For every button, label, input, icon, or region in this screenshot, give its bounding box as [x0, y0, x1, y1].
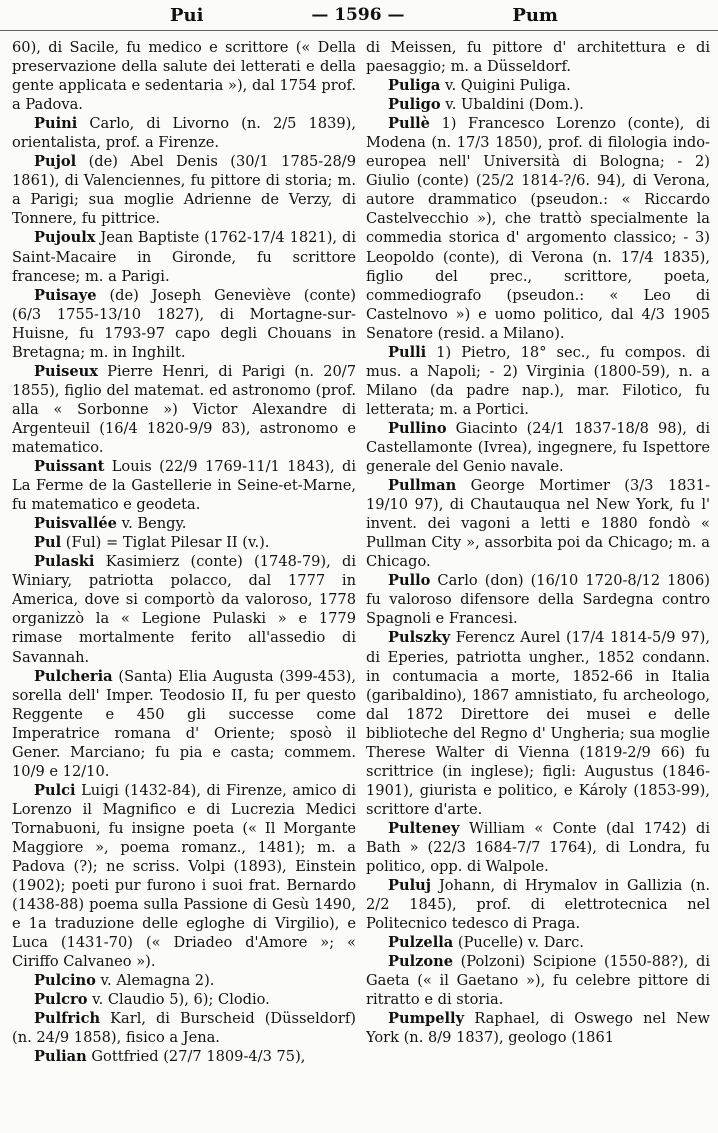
dictionary-entry: [12, 152, 356, 228]
entry-text: Pierre Henri, di Parigi (n. 20/7 1855), figlio del matemat. ed astronomo (prof. alla « Sorbonne ») Victor Alexandre di Argenteuil (16/4 1820-9/9 83), astronomo e matematico.: [12, 362, 356, 456]
dictionary-entry: [12, 362, 356, 457]
entry-headword: Pullman: [388, 477, 457, 495]
entry-headword: Pulaski: [34, 553, 95, 571]
entry-text: v. Quigini Puliga.: [444, 77, 571, 95]
dictionary-entry: [12, 533, 356, 552]
entry-headword: Pulcheria: [34, 667, 113, 685]
entry-text: Luigi (1432-84), di Firenze, amico di Lorenzo il Magnifico e di Lucrezia Medici Tornabuoni, fu insigne poeta (« Il Morgante Maggiore », poema romanz., 1481); m. a Padova (?); ne scriss. Volpi (1893), Einstein (1902); poeti pur furono i suoi frat. Bernardo (1438-88) poema sulla Passione di Gesù 1490, e 1a traduzione delle egloghe di Virgilio), e Luca (1431-70) (« Driadeo d'Amore »; « Ciriffo Calvaneo »).: [12, 781, 356, 971]
dictionary-entry: [12, 971, 356, 990]
entry-text: Ferencz Aurel (17/4 1814-5/9 97), di Eperies, patriotta ungher., 1852 condann. in contumacia a morte, 1852-66 in Italia (garibaldino), 1867 amnistiato, fu archeologo, dal 1872 Direttore dei musei e delle biblioteche del Regno d' Ungheria; sua moglie Therese Walter di Vienna (1819-2/9 66) fu scrittrice (in inglese); figli: Augustus (1846-1901), giurista e politico, e Károly (1853-99), scrittore d'arte.: [366, 629, 710, 818]
dictionary-entry: [366, 571, 710, 628]
entry-headword: Puisvallée: [34, 515, 117, 533]
entry-headword: Pujoulx: [34, 229, 96, 247]
entry-text: v. Alemagna 2).: [100, 972, 215, 990]
entry-text: v. Bengy.: [121, 515, 187, 533]
entry-text: William « Conte (dal 1742) di Bath » (22/3 1684-7/7 1764), di Londra, fu politico, opp. di Walpole.: [366, 819, 710, 876]
entry-headword: Pujol: [34, 153, 77, 171]
entry-headword: Pulcino: [34, 972, 96, 990]
entry-text: 60), di Sacile, fu medico e scrittore (« Della preservazione della salute dei letterati e della gente applicata e sedentaria »), dal 1754 prof. a Padova.: [12, 39, 356, 114]
entry-text: Gottfried (27/7 1809-4/3 75),: [91, 1048, 306, 1066]
entry-text: Jean Baptiste (1762-17/4 1821), di Saint-Macaire in Gironde, fu scrittore francese; m. a Parigi.: [12, 229, 356, 285]
entry-text: 1) Pietro, 18° sec., fu compos. di mus. a Napoli; - 2) Virginia (1800-59), n. a Milano (da padre nap.), mar. Filotico, fu letterata; m. a Portici.: [366, 343, 710, 418]
entry-text: Carlo (don) (16/10 1720-8/12 1806) fu valoroso difensore della Sardegna contro Spagnoli e Francesi.: [366, 572, 710, 628]
text-columns: [12, 38, 710, 1127]
dictionary-entry: [12, 228, 356, 285]
entry-headword: Pumpelly: [388, 1010, 465, 1028]
entry-text: Raphael, di Oswego nel New York (n. 8/9 1837), geologo (1861: [366, 1010, 710, 1047]
entry-continuation: [12, 38, 356, 114]
entry-headword: Puissant: [34, 458, 105, 476]
entry-headword: Pulcro: [34, 991, 88, 1009]
left-column: [12, 38, 356, 1127]
dictionary-entry: [12, 114, 356, 152]
entry-text: v. Ubaldini (Dom.).: [445, 96, 584, 114]
entry-headword: Pulli: [388, 343, 427, 361]
entry-headword: Puliga: [388, 77, 441, 95]
dictionary-entry: [366, 114, 710, 343]
header-left-guideword: Pui: [170, 4, 204, 26]
entry-headword: Pullo: [388, 572, 431, 590]
page-header: [0, 0, 718, 31]
dictionary-entry: [366, 933, 710, 952]
dictionary-entry: [366, 819, 710, 876]
dictionary-entry: [12, 286, 356, 362]
page-number: — 1596 —: [311, 5, 405, 25]
dictionary-entry: [366, 419, 710, 476]
dictionary-entry: [366, 95, 710, 114]
entry-text: Louis (22/9 1769-11/1 1843), di La Ferme de la Gastellerie in Seine-et-Marne, fu matematico e geodeta.: [12, 458, 356, 514]
entry-headword: Puiseux: [34, 362, 98, 380]
entry-text: (Polzoni) Scipione (1550-88?), di Gaeta (« il Gaetano »), fu celebre pittore di ritratto e di storia.: [366, 953, 710, 1009]
right-column: [366, 38, 710, 1127]
dictionary-entry: [12, 781, 356, 971]
entry-headword: Puluj: [388, 877, 432, 895]
entry-text: George Mortimer (3/3 1831-19/10 97), di Chautauqua nel New York, fu l' invent. dei vagoni a letti e 1880 fondò « Pullman City », assorbita poi da Chicago; m. a Chicago.: [366, 477, 710, 571]
entry-text: (de) Abel Denis (30/1 1785-28/9 1861), di Valenciennes, fu pittore di storia; m. a Parigi; sua moglie Adrienne de Verzy, di Tonnere, fu pittrice.: [12, 153, 356, 228]
entry-text: Giacinto (24/1 1837-18/8 98), di Castellamonte (Ivrea), ingegnere, fu Ispettore generale del Genio navale.: [366, 419, 710, 476]
entry-text: (Ful) = Tiglat Pilesar II (v.).: [65, 534, 270, 552]
entry-headword: Puini: [34, 115, 78, 133]
entry-headword: Pul: [34, 534, 62, 552]
entry-text: (Pucelle) v. Darc.: [457, 934, 584, 952]
entry-text: 1) Francesco Lorenzo (conte), di Modena (n. 17/3 1850), prof. di filologia indo-europea nell' Università di Bologna; - 2) Giulio (conte) (25/2 1814-?/6. 94), di Verona, autore drammatico (pseudon.: « Riccardo Castelvecchio »), che trattò specialmente la commedia storica d' argomento classico; - 3) Leopoldo (conte), di Verona (n. 17/4 1835), figlio del prec., scrittore, poeta, commediografo (pseudon.: « Leo di Castelnovo ») e uomo politico, dal 4/3 1905 Senatore (resid. a Milano).: [366, 115, 710, 342]
entry-text: (Santa) Elia Augusta (399-453), sorella dell' Imper. Teodosio II, fu per questo Reggente e 450 gli successe come Imperatrice romana d' Oriente; sposò il Gener. Marciano; fu pia e casta; commem. 10/9 e 12/10.: [12, 667, 356, 780]
header-right-guideword: Pum: [512, 4, 558, 26]
entry-headword: Pulteney: [388, 819, 460, 837]
entry-headword: Pulzone: [388, 953, 454, 971]
entry-text: Karl, di Burscheid (Düsseldorf) (n. 24/9 1858), fisico a Jena.: [12, 1010, 356, 1047]
entry-headword: Puisaye: [34, 286, 97, 304]
dictionary-entry: [12, 457, 356, 514]
entry-text: v. Claudio 5), 6); Clodio.: [92, 991, 270, 1009]
entry-headword: Pulci: [34, 781, 76, 799]
entry-headword: Pulszky: [388, 629, 451, 647]
dictionary-entry: [366, 628, 710, 818]
entry-text: Johann, di Hrymalov in Gallizia (n. 2/2 1845), prof. di elettrotecnica nel Politecnico tedesco di Praga.: [366, 877, 710, 933]
entry-text: Carlo, di Livorno (n. 2/5 1839), orientalista, prof. a Firenze.: [12, 115, 356, 152]
dictionary-entry: [366, 1009, 710, 1047]
dictionary-entry: [12, 990, 356, 1009]
dictionary-entry: [12, 1047, 356, 1066]
entry-headword: Pulian: [34, 1048, 87, 1066]
entry-text: di Meissen, fu pittore d' architettura e di paesaggio; m. a Düsseldorf.: [366, 39, 710, 76]
entry-headword: Pullino: [388, 419, 447, 437]
dictionary-entry: [12, 514, 356, 533]
entry-text: Kasimierz (conte) (1748-79), di Winiary, patriotta polacco, dal 1777 in America, dove si comportò da valoroso, 1778 organizzò la « Legione Pulaski » e 1779 rimase mortalmente ferito all'assedio di Savannah.: [12, 553, 356, 666]
dictionary-entry: [12, 552, 356, 666]
entry-continuation: [366, 38, 710, 76]
dictionary-entry: [12, 1009, 356, 1047]
dictionary-entry: [366, 76, 710, 95]
entry-headword: Puligo: [388, 96, 441, 114]
dictionary-entry: [12, 667, 356, 781]
entry-headword: Pulfrich: [34, 1010, 101, 1028]
dictionary-entry: [366, 952, 710, 1009]
dictionary-entry: [366, 343, 710, 419]
dictionary-entry: [366, 476, 710, 571]
entry-headword: Pullè: [388, 115, 430, 133]
entry-text: (de) Joseph Geneviève (conte) (6/3 1755-13/10 1827), di Mortagne-sur-Huisne, fu 1793-97 capo degli Chouans in Bretagna; m. in Inghilt.: [12, 286, 356, 361]
dictionary-entry: [366, 876, 710, 933]
entry-headword: Pulzella: [388, 934, 454, 952]
